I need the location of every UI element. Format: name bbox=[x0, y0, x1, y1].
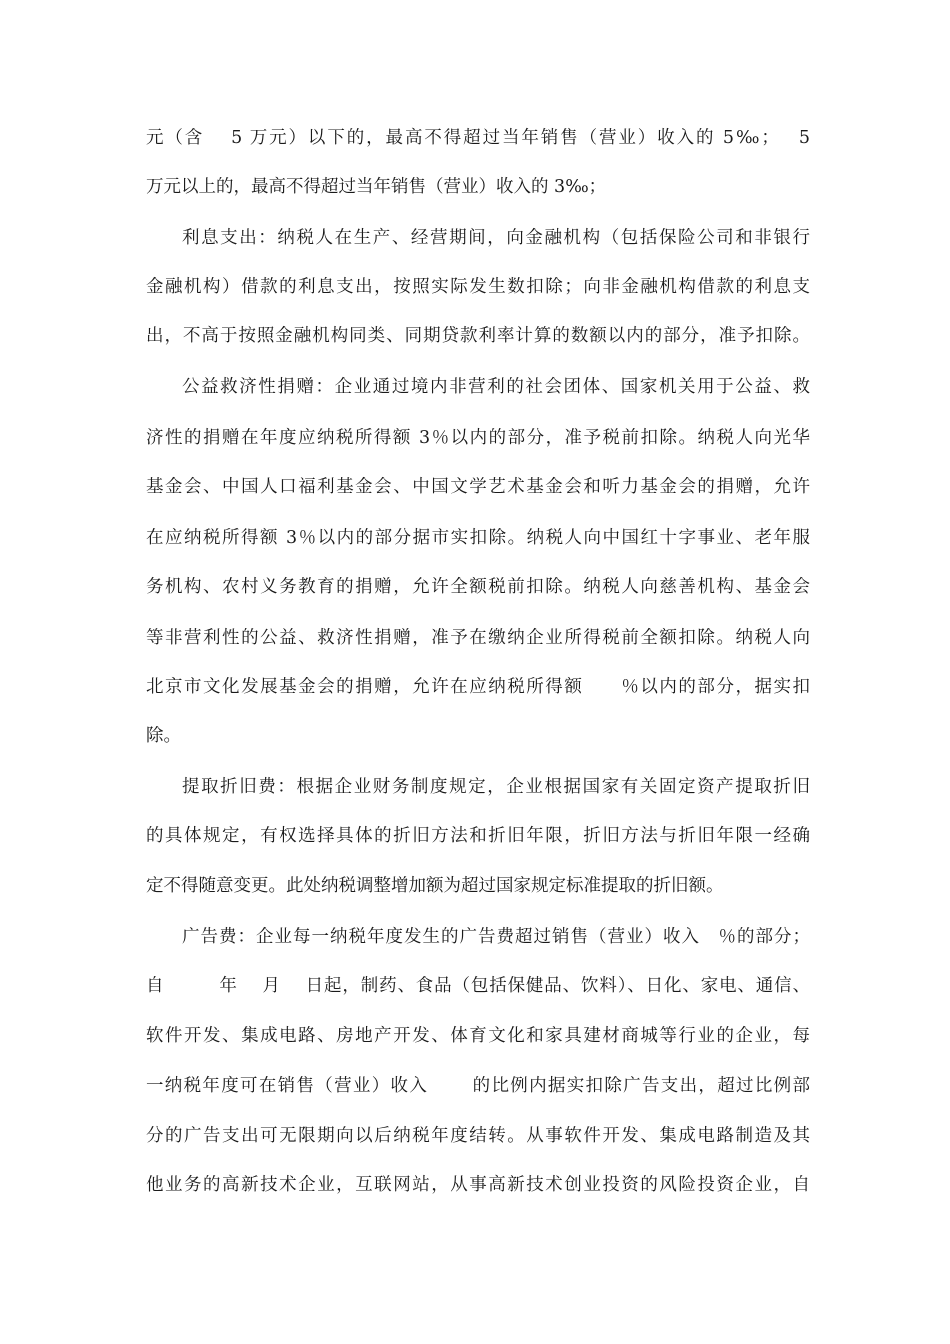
paragraph-depreciation-line-2: 的具体规定，有权选择具体的折旧方法和折旧年限，折旧方法与折旧年限一经确 bbox=[146, 826, 810, 846]
paragraph-advertising-line-3: 软件开发、集成电路、房地产开发、体育文化和家具建材商城等行业的企业，每 bbox=[146, 1026, 810, 1046]
paragraph-depreciation-line-1: 提取折旧费：根据企业财务制度规定，企业根据国家有关固定资产提取折旧 bbox=[182, 777, 810, 797]
paragraph-advertising-line-5: 分的广告支出可无限期向以后纳税年度结转。从事软件开发、集成电路制造及其 bbox=[146, 1126, 810, 1146]
paragraph-donation-line-2: 济性的捐赠在年度应纳税所得额 3％以内的部分，准予税前扣除。纳税人向光华 bbox=[146, 428, 810, 448]
paragraph-donation-line-6: 等非营利性的公益、救济性捐赠，准予在缴纳企业所得税前全额扣除。纳税人向 bbox=[146, 628, 810, 648]
paragraph-donation-line-8: 除。 bbox=[146, 726, 181, 746]
paragraph-advertising-line-6: 他业务的高新技术企业，互联网站，从事高新技术创业投资的风险投资企业，自 bbox=[146, 1175, 810, 1195]
paragraph-donation-line-7: 北京市文化发展基金会的捐赠，允许在应纳税所得额 ％以内的部分，据实扣 bbox=[146, 677, 810, 697]
paragraph-interest-line-1: 利息支出：纳税人在生产、经营期间，向金融机构（包括保险公司和非银行 bbox=[182, 228, 810, 248]
paragraph-advertising-line-4: 一纳税年度可在销售（营业）收入 的比例内据实扣除广告支出，超过比例部 bbox=[146, 1076, 810, 1096]
paragraph-entertainment-line-1: 元（含 5 万元）以下的，最高不得超过当年销售（营业）收入的 5‰； 5 bbox=[146, 128, 810, 148]
paragraph-interest-line-2: 金融机构）借款的利息支出，按照实际发生数扣除；向非金融机构借款的利息支 bbox=[146, 277, 810, 297]
paragraph-donation-line-3: 基金会、中国人口福利基金会、中国文学艺术基金会和听力基金会的捐赠，允许 bbox=[146, 477, 810, 497]
paragraph-donation-line-5: 务机构、农村义务教育的捐赠，允许全额税前扣除。纳税人向慈善机构、基金会 bbox=[146, 577, 810, 597]
paragraph-donation-line-4: 在应纳税所得额 3％以内的部分据市实扣除。纳税人向中国红十字事业、老年服 bbox=[146, 528, 810, 548]
paragraph-entertainment-line-2: 万元以上的，最高不得超过当年销售（营业）收入的 3‰； bbox=[146, 177, 607, 197]
paragraph-interest-line-3: 出，不高于按照金融机构同类、同期贷款利率计算的数额以内的部分，准予扣除。 bbox=[146, 326, 810, 346]
paragraph-advertising-line-1: 广告费：企业每一纳税年度发生的广告费超过销售（营业）收入 ％的部分； bbox=[182, 927, 810, 947]
paragraph-advertising-line-2: 自 年 月 日起，制药、食品（包括保健品、饮料）、日化、家电、通信、 bbox=[146, 976, 810, 996]
paragraph-depreciation-line-3: 定不得随意变更。此处纳税调整增加额为超过国家规定标准提取的折旧额。 bbox=[146, 876, 724, 896]
paragraph-donation-line-1: 公益救济性捐赠：企业通过境内非营利的社会团体、国家机关用于公益、救 bbox=[182, 377, 810, 397]
